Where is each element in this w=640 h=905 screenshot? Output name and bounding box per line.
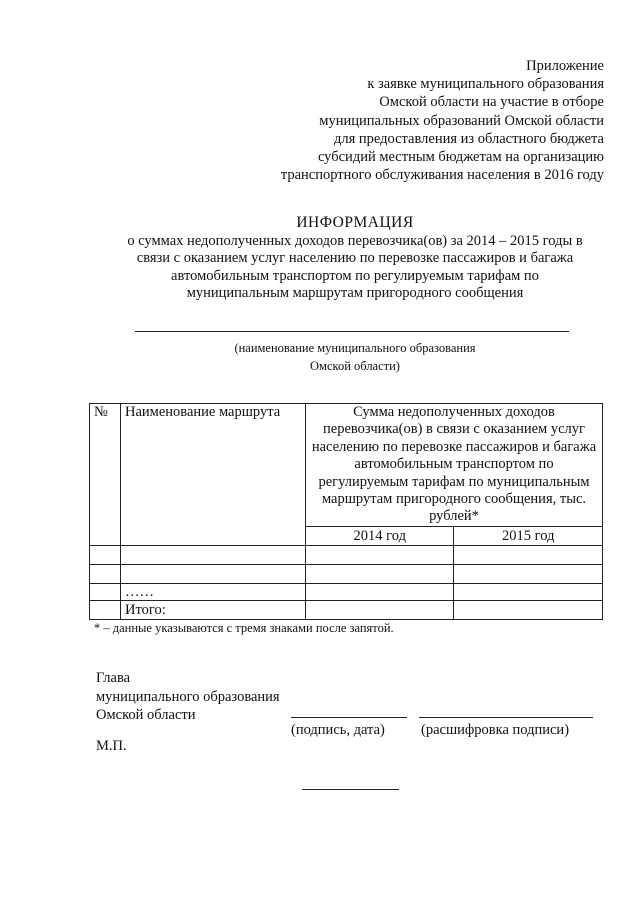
municipality-caption-line: (наименование муниципального образования (234, 341, 476, 355)
table-cell (90, 545, 121, 564)
table-cell (306, 564, 454, 583)
table-cell (306, 583, 454, 600)
header-number: № (90, 404, 121, 546)
table-row (90, 564, 603, 583)
signature-caption: (подпись, дата) (291, 722, 385, 738)
appendix-line: Приложение (526, 58, 604, 74)
table-cell (121, 564, 306, 583)
municipality-caption-line: Омской области) (310, 359, 400, 373)
table-cell (306, 545, 454, 564)
signatory-line: муниципального образования (96, 688, 280, 705)
municipality-caption (180, 339, 530, 375)
table-cell (90, 600, 121, 619)
header-year-2014: 2014 год (306, 526, 454, 545)
signatory-line: Омской области (96, 707, 196, 723)
appendix-line: к заявке муниципального образования (367, 76, 604, 93)
table-row (90, 583, 603, 600)
municipality-blank-line (135, 331, 569, 332)
appendix-line: Омской области на участие в отборе (379, 94, 604, 111)
table-cell (454, 600, 603, 619)
table-cell (121, 545, 306, 564)
title-line: автомобильным транспортом по регулируемым тарифам по (171, 267, 539, 284)
table-cell (90, 583, 121, 600)
signature-blank-line (291, 717, 407, 718)
decoding-blank-line (419, 717, 593, 718)
document-title (100, 214, 610, 303)
header-sum: Сумма недополученных доходов перевозчика(ов) в связи с оказанием услуг населению по перевозке пассажиров и багажа автомобильным транспортом по регулируемым тарифам по муниципальным маршрутам пригородного сообщения, тыс. рублей* (306, 404, 603, 527)
signatory-block (96, 669, 280, 725)
title-heading: ИНФОРМАЦИЯ (296, 214, 414, 231)
appendix-header (281, 57, 604, 184)
table-row (90, 545, 603, 564)
table-header-row (90, 404, 603, 527)
title-line: муниципальным маршрутам пригородного сообщения (186, 285, 524, 302)
table-cell-dots: …… (121, 583, 306, 600)
table-cell (454, 545, 603, 564)
appendix-line: транспортного обслуживания населения в 2016 году (280, 167, 604, 184)
header-year-2015: 2015 год (454, 526, 603, 545)
appendix-line: для предоставления из областного бюджета (333, 130, 604, 147)
signatory-line: Глава (96, 670, 131, 686)
table-total-row (90, 600, 603, 619)
total-label: Итого: (121, 600, 306, 619)
table-cell (90, 564, 121, 583)
stamp-place-label: М.П. (96, 738, 127, 754)
footnote: * – данные указываются с тремя знаками после запятой. (94, 621, 394, 635)
table-cell (454, 564, 603, 583)
title-line: о суммах недополученных доходов перевозчика(ов) за 2014 – 2015 годы в (127, 232, 583, 249)
appendix-line: муниципальных образований Омской области (319, 112, 604, 129)
header-route-name: Наименование маршрута (121, 404, 306, 546)
appendix-line: субсидий местным бюджетам на организацию (317, 149, 604, 166)
document-end-line (302, 789, 399, 790)
routes-table (89, 403, 603, 620)
table-cell (454, 583, 603, 600)
title-line: связи с оказанием услуг населению по перевозке пассажиров и багажа (136, 250, 574, 267)
decoding-caption: (расшифровка подписи) (421, 722, 570, 738)
table-cell (306, 600, 454, 619)
